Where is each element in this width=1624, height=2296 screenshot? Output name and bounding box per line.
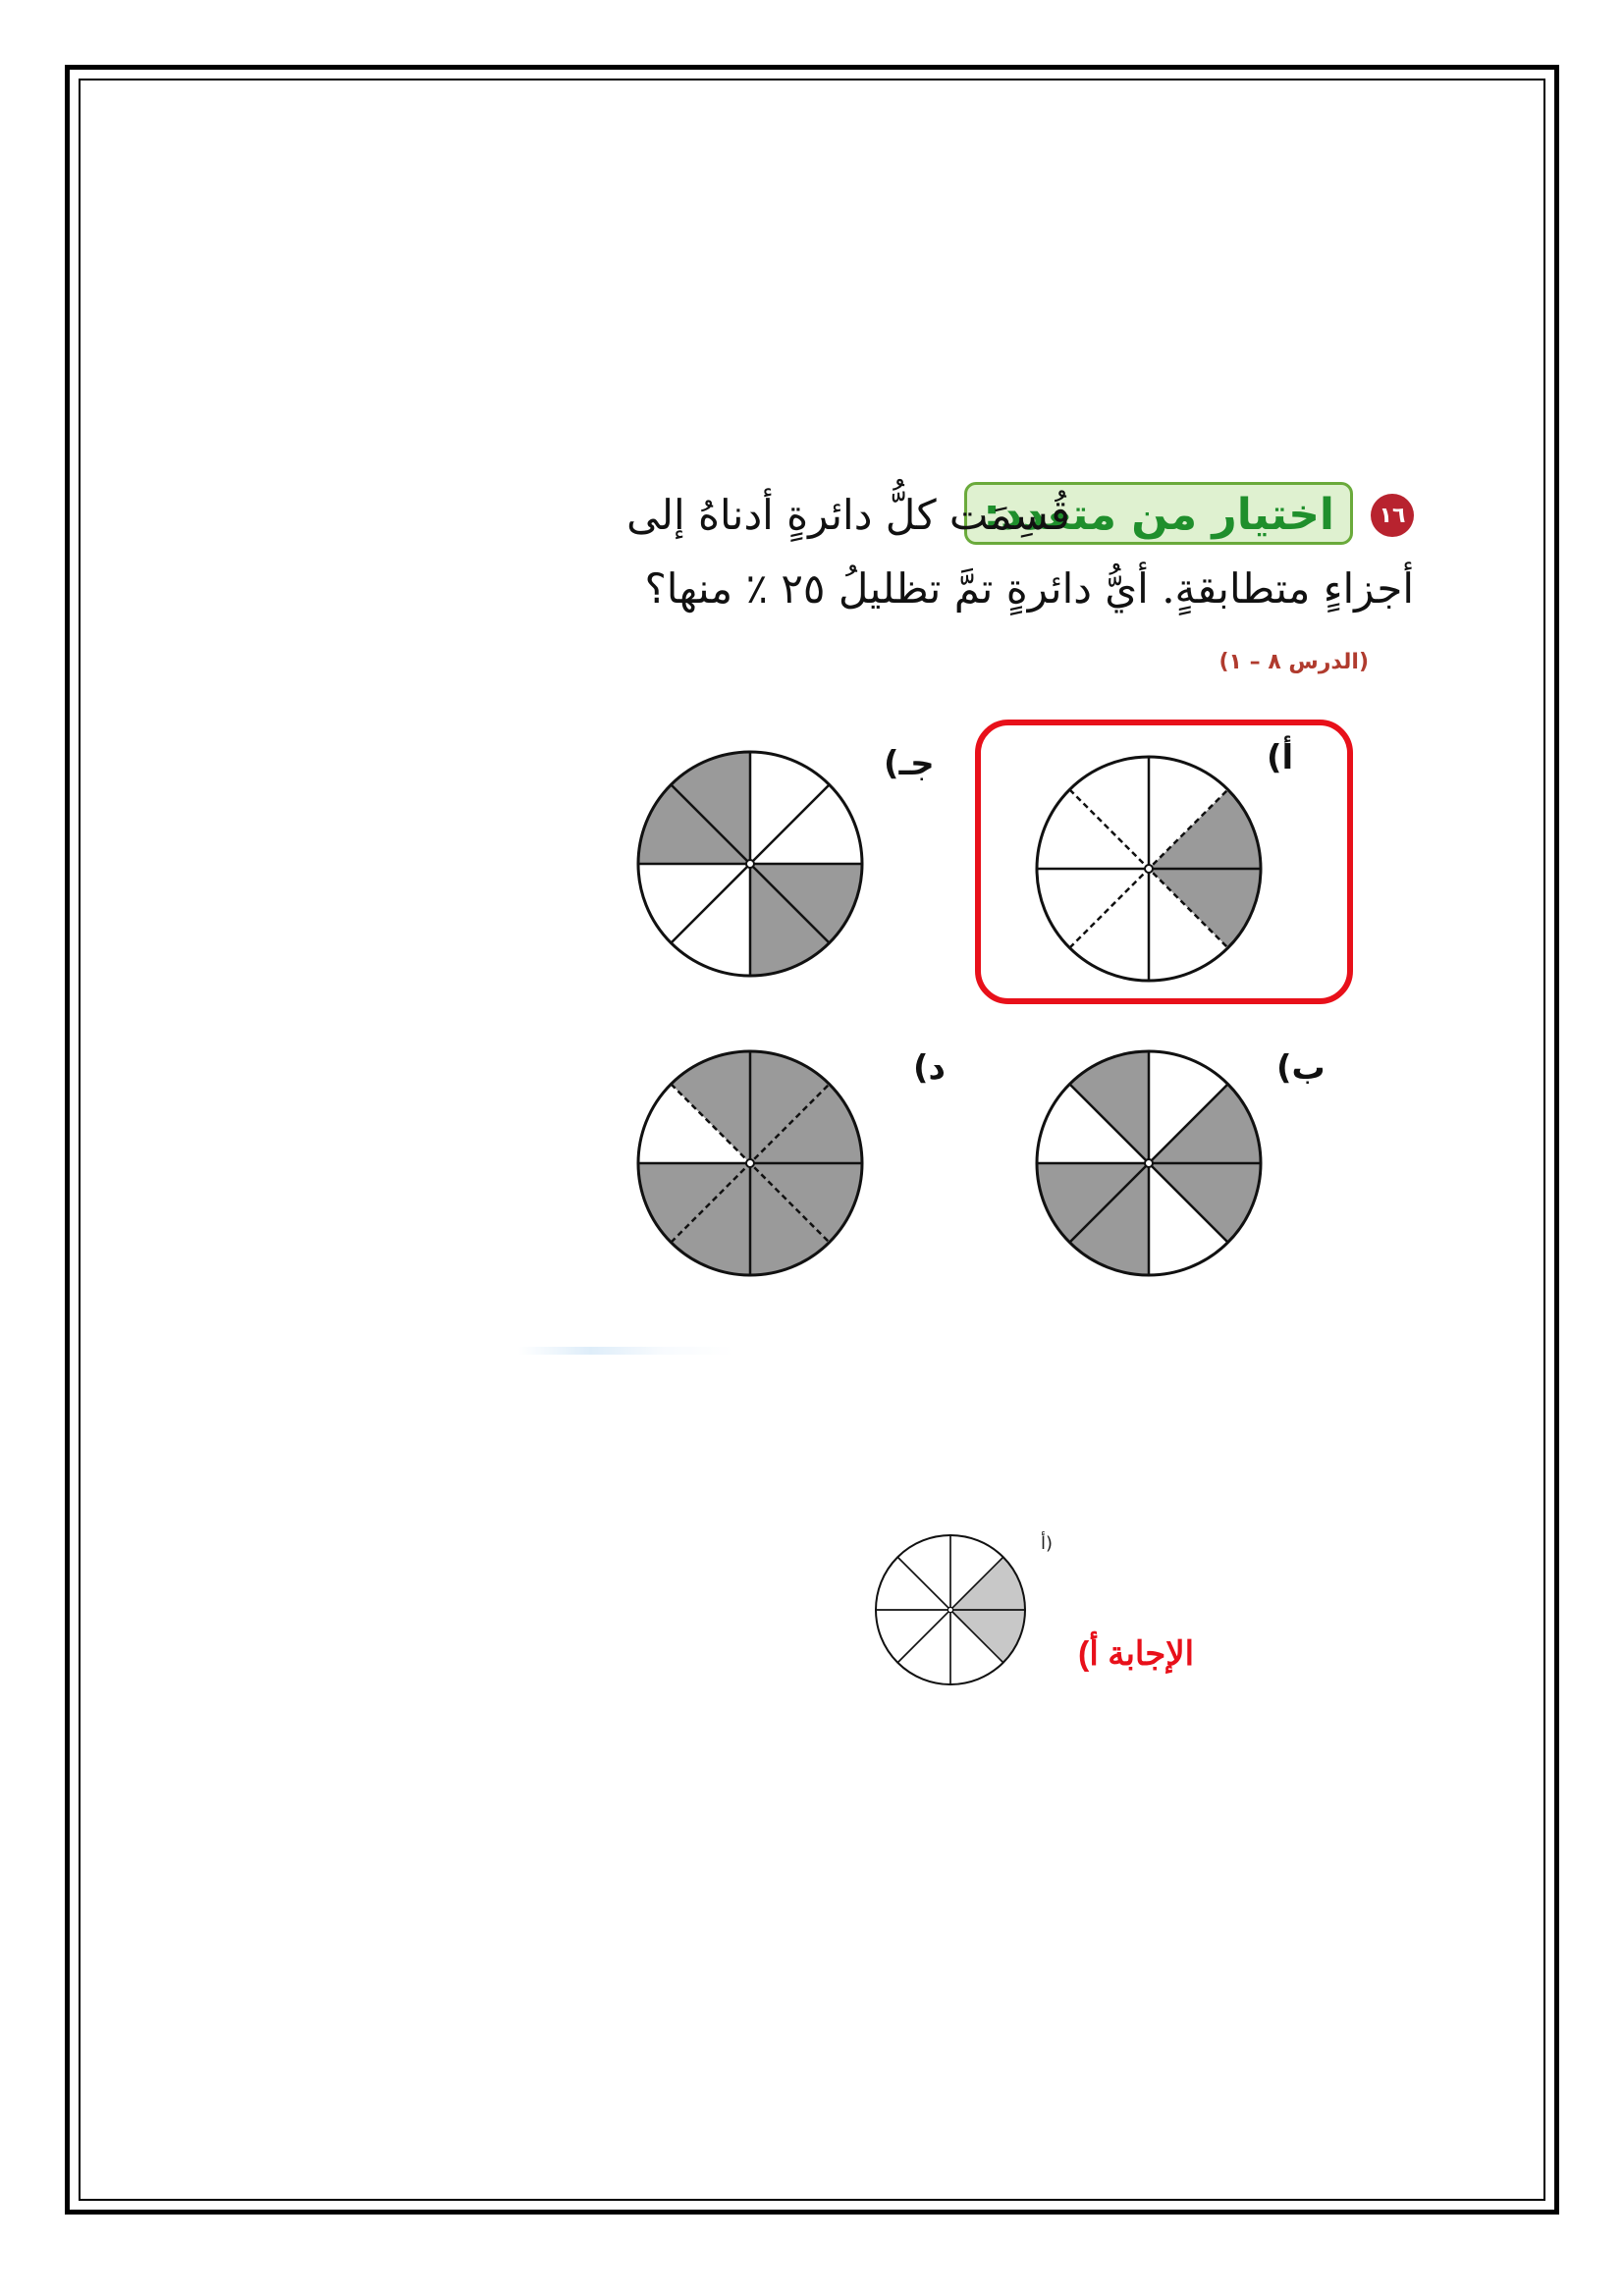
question-text-line-1: قُسِمَت كلُّ دائرةٍ أدناهُ إلى: [626, 491, 1070, 539]
choice-c-label: جـ): [884, 744, 935, 783]
circle-center: [947, 1607, 952, 1612]
question-header: [511, 478, 1414, 551]
question-type-badge: اختيار من متعدد:: [964, 482, 1353, 545]
lesson-reference: (الدرس ٨ – ١): [1218, 650, 1369, 674]
answer-text: الإجابة أ): [1078, 1635, 1195, 1673]
answer-circle: [872, 1531, 1029, 1688]
circle-center: [746, 1159, 754, 1167]
choice-d-circle[interactable]: [632, 1045, 868, 1281]
choice-b-circle[interactable]: [1031, 1045, 1267, 1281]
question-text-line-2: أجزاءٍ متطابقةٍ. أيُّ دائرةٍ تمَّ تظليلُ ٢٥ ٪ منها؟: [644, 564, 1414, 613]
circle-center: [1145, 865, 1153, 873]
choice-d-label: د): [913, 1048, 946, 1088]
choice-a-circle[interactable]: [1031, 751, 1267, 987]
question-number: ١٦: [1371, 494, 1414, 537]
circle-center: [746, 860, 754, 868]
answer-small-label: أ): [1041, 1533, 1054, 1554]
choice-a-label: أ): [1267, 738, 1294, 777]
choice-c-circle[interactable]: [632, 746, 868, 982]
circle-center: [1145, 1159, 1153, 1167]
choice-b-label: ب): [1276, 1048, 1326, 1088]
scan-artifact: [518, 1347, 734, 1355]
